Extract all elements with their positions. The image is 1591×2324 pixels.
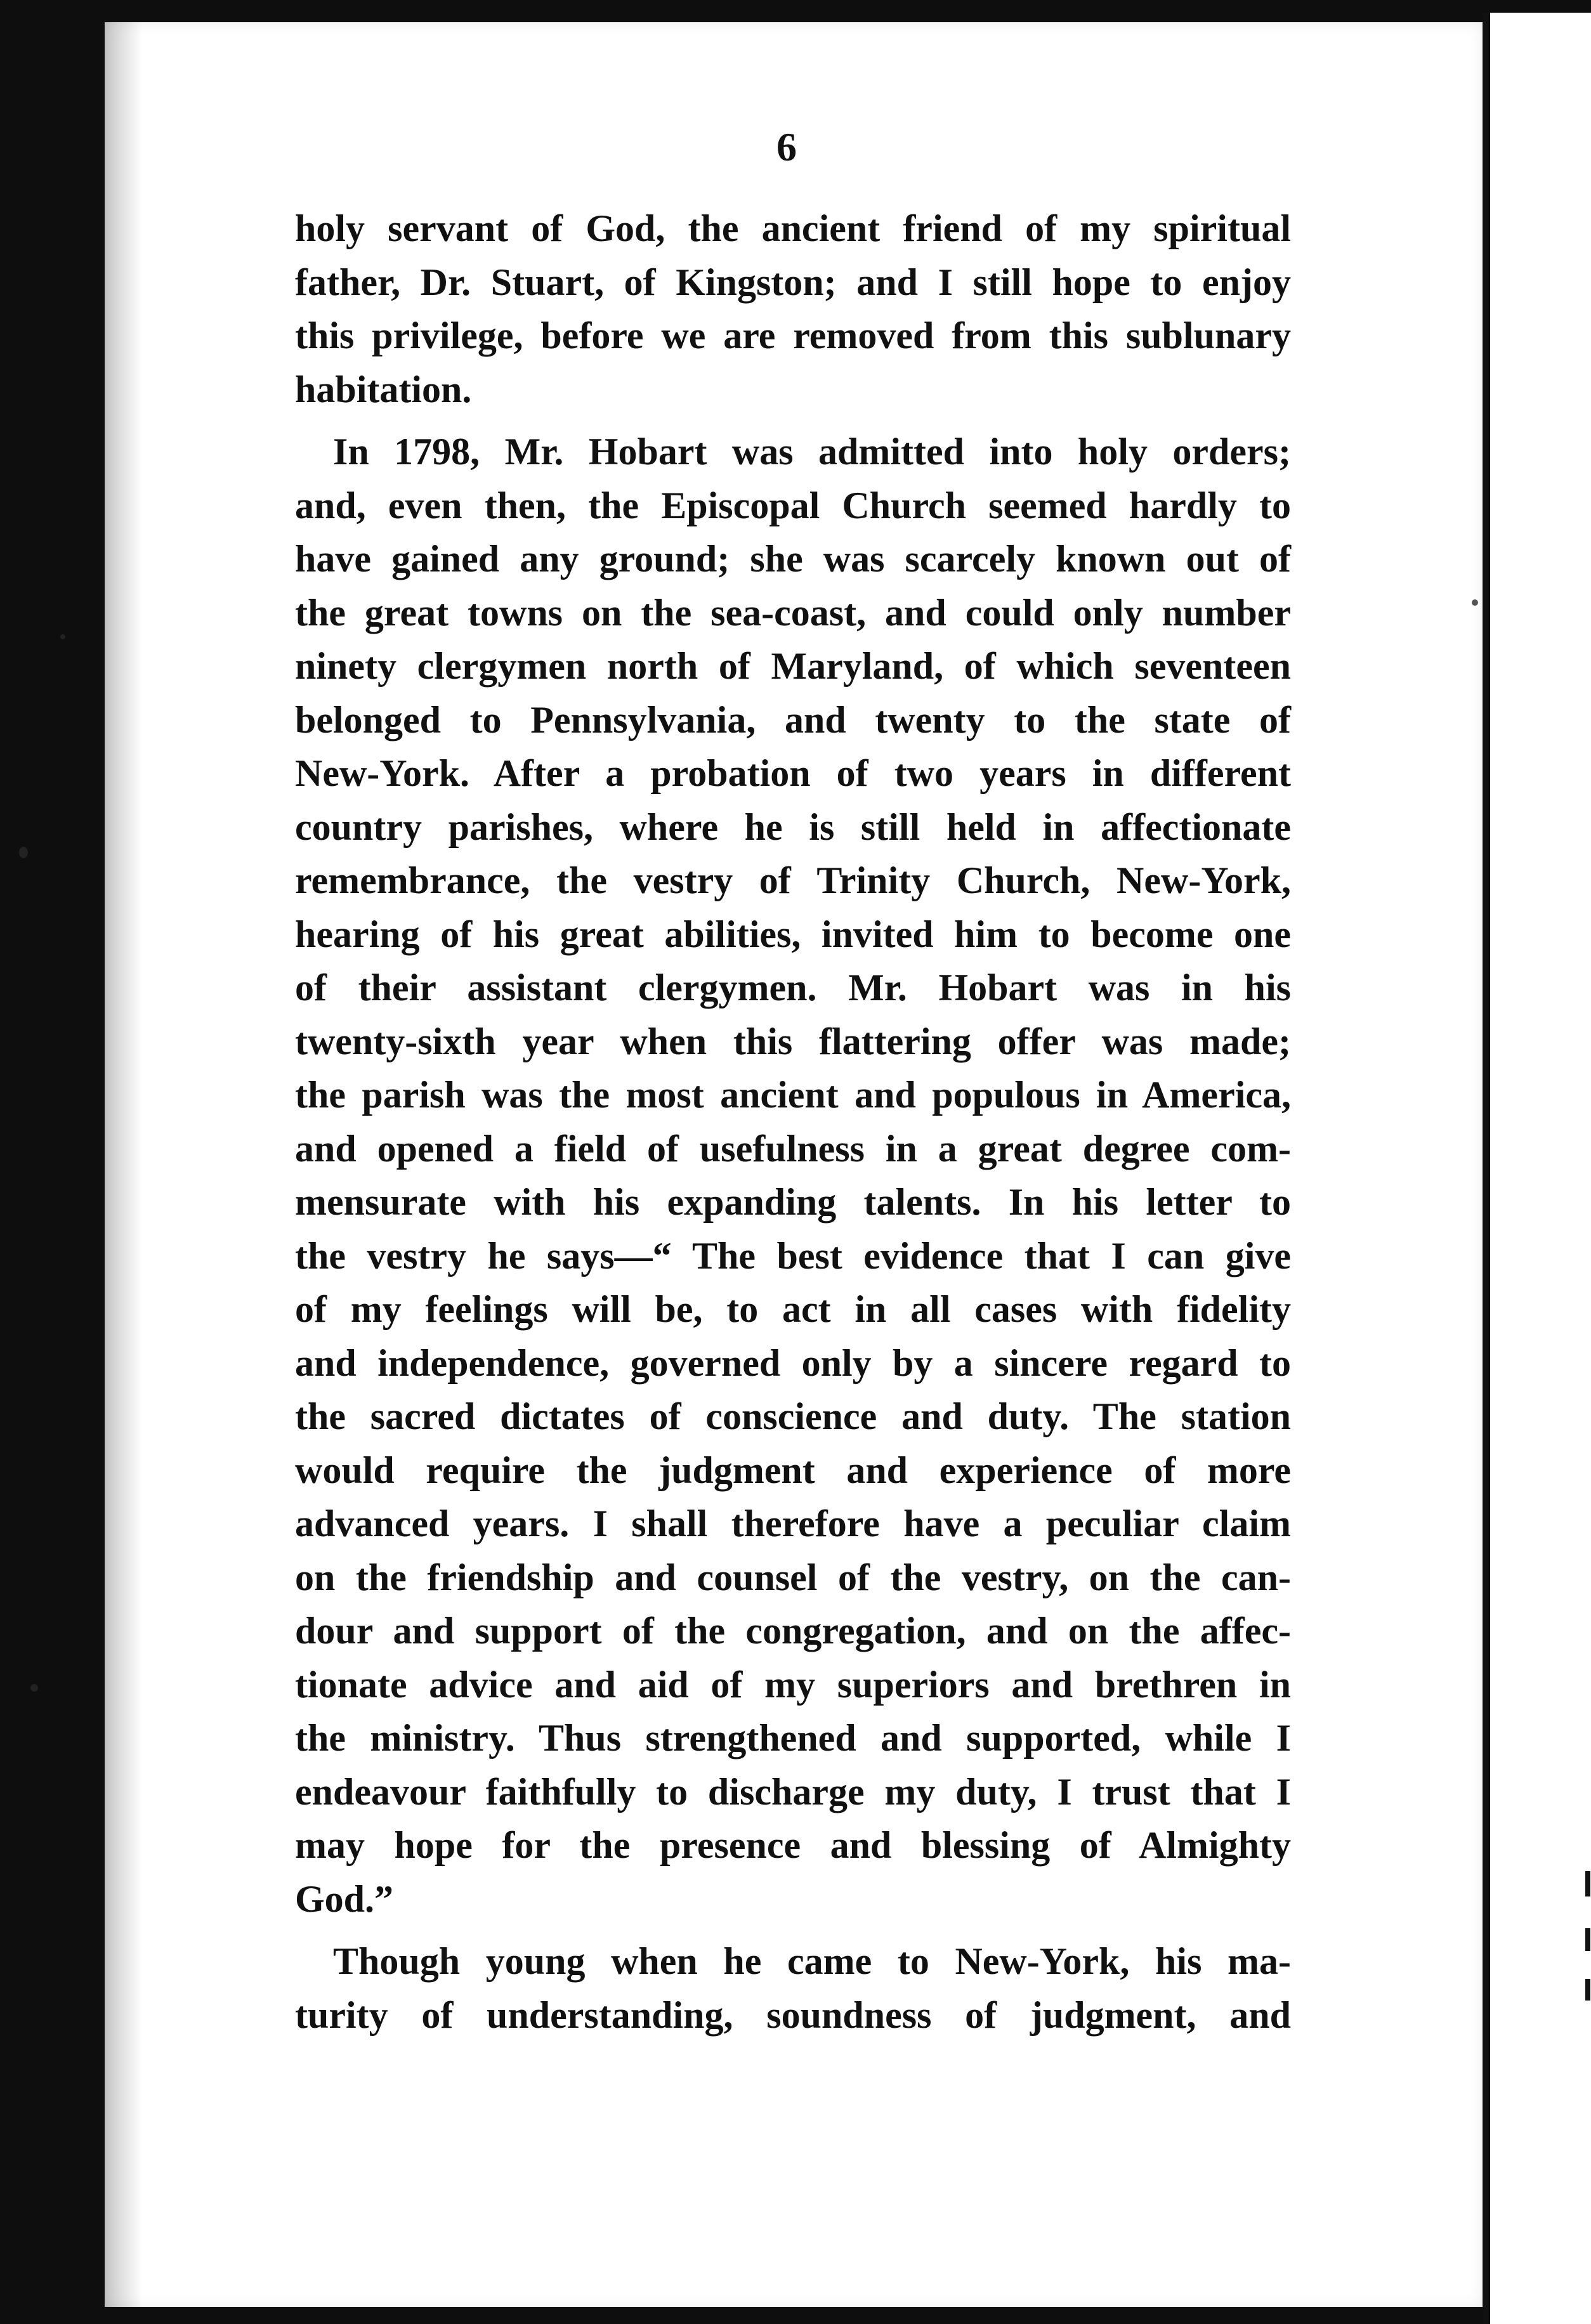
text-line: habitation. <box>295 368 472 410</box>
text-line: father, Dr. Stuart, of Kingston; and I still hope to enjoy <box>295 261 1291 303</box>
text-line: advanced years. I shall therefore have a peculiar claim <box>295 1503 1291 1544</box>
text-line: of my feelings will be, to act in all cases with fidelity <box>295 1288 1291 1330</box>
text-line: country parishes, where he is still held in affectionate <box>295 806 1291 848</box>
text-line: would require the judgment and experience of more <box>295 1449 1291 1491</box>
text-line: and independence, governed only by a sincere regard to <box>295 1342 1291 1384</box>
text-line: tionate advice and aid of my superiors and brethren in <box>295 1663 1291 1706</box>
text-line: and, even then, the Episcopal Church seemed hardly to <box>295 484 1291 526</box>
text-line: belonged to Pennsylvania, and twenty to the state of <box>295 698 1291 741</box>
adjacent-page-edge <box>1483 13 1591 2324</box>
scan-speck <box>60 634 65 639</box>
text-line: ninety clergymen north of Maryland, of which seventeen <box>295 645 1291 687</box>
text-line: New-York. After a probation of two years in different <box>295 752 1291 794</box>
paragraph <box>295 202 1291 416</box>
text-line: twenty-sixth year when this flattering offer was made; <box>295 1020 1291 1062</box>
gutter-shadow <box>105 22 143 2307</box>
text-line: dour and support of the congregation, and on the affec- <box>295 1610 1291 1652</box>
text-line: In 1798, Mr. Hobart was admitted into holy orders; <box>333 431 1291 473</box>
paragraph <box>295 1935 1291 2042</box>
edge-mark <box>1585 1928 1590 1951</box>
edge-mark <box>1585 1871 1590 1896</box>
text-line: holy servant of God, the ancient friend of my spiritual <box>295 207 1291 249</box>
text-line: God.” <box>295 1877 394 1920</box>
text-line: and opened a field of usefulness in a great degree com- <box>295 1127 1291 1170</box>
text-line: have gained any ground; she was scarcely known out of <box>295 538 1291 580</box>
text-line: the vestry he says—“ The best evidence that I can give <box>295 1234 1291 1277</box>
text-line: on the friendship and counsel of the vestry, on the can- <box>295 1556 1291 1598</box>
text-line: the great towns on the sea-coast, and could only number <box>295 591 1291 634</box>
scan-speck <box>30 1684 38 1692</box>
text-line: this privilege, before we are removed from this sublunary <box>295 315 1291 356</box>
text-line: turity of understanding, soundness of judgment, and <box>295 1994 1291 2036</box>
body-text <box>295 202 1291 2042</box>
edge-mark <box>1585 1979 1590 2001</box>
text-line: Though young when he came to New-York, his ma- <box>333 1940 1291 1982</box>
text-line: endeavour faithfully to discharge my duty, I trust that I <box>295 1770 1291 1813</box>
text-line: may hope for the presence and blessing of Almighty <box>295 1824 1291 1866</box>
text-line: the parish was the most ancient and populous in America, <box>295 1074 1291 1116</box>
scan-speck <box>1472 599 1478 606</box>
text-line: the sacred dictates of conscience and duty. The station <box>295 1395 1291 1437</box>
paragraph <box>295 425 1291 1926</box>
text-line: mensurate with his expanding talents. In his letter to <box>295 1181 1291 1223</box>
text-line: the ministry. Thus strengthened and supported, while I <box>295 1717 1291 1759</box>
text-line: of their assistant clergymen. Mr. Hobart was in his <box>295 967 1291 1009</box>
text-line: hearing of his great abilities, invited him to become one <box>295 913 1291 955</box>
scan-speck <box>19 847 28 858</box>
page-number: 6 <box>776 124 797 169</box>
text-line: remembrance, the vestry of Trinity Church, New-York, <box>295 859 1291 901</box>
